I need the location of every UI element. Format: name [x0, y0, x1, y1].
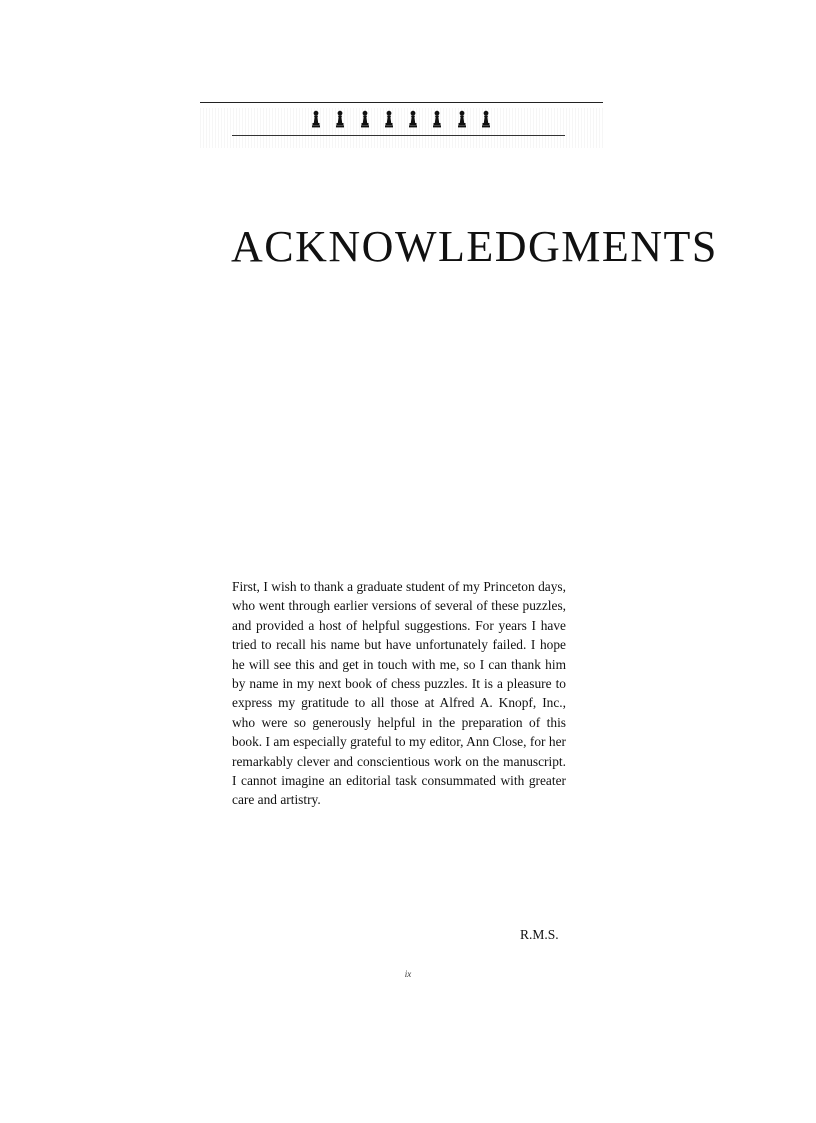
top-rule — [200, 102, 603, 103]
pawn-icon — [311, 110, 321, 130]
pawn-icon — [384, 110, 394, 130]
pawn-icon — [432, 110, 442, 130]
page-number: ix — [404, 969, 412, 979]
ornament-rule — [232, 135, 565, 136]
pawn-icon — [360, 110, 370, 130]
pawn-ornament-row — [311, 108, 491, 132]
pawn-icon — [457, 110, 467, 130]
page-title: ACKNOWLEDGMENTS — [231, 222, 718, 271]
acknowledgment-paragraph: First, I wish to thank a graduate student of my Princeton days, who went through earlier versions of several of these puzzles, and provided a host of helpful suggestions. For years I have tried to recall his name but have unfortunately failed. I hope he will see this and get in touch with me, so I can thank him by name in my next book of chess puzzles. It is a pleasure to express my gratitude to all those at Alfred A. Knopf, Inc., who were so generously helpful in the preparation of this book. I am especially grateful to my editor, Ann Close, for her remarkably clever and conscientious work on the manuscript. I cannot imagine an editorial task consummated with greater care and artistry. — [232, 579, 566, 808]
signature: R.M.S. — [520, 927, 559, 942]
pawn-icon — [481, 110, 491, 130]
pawn-icon — [335, 110, 345, 130]
pawn-icon — [408, 110, 418, 130]
